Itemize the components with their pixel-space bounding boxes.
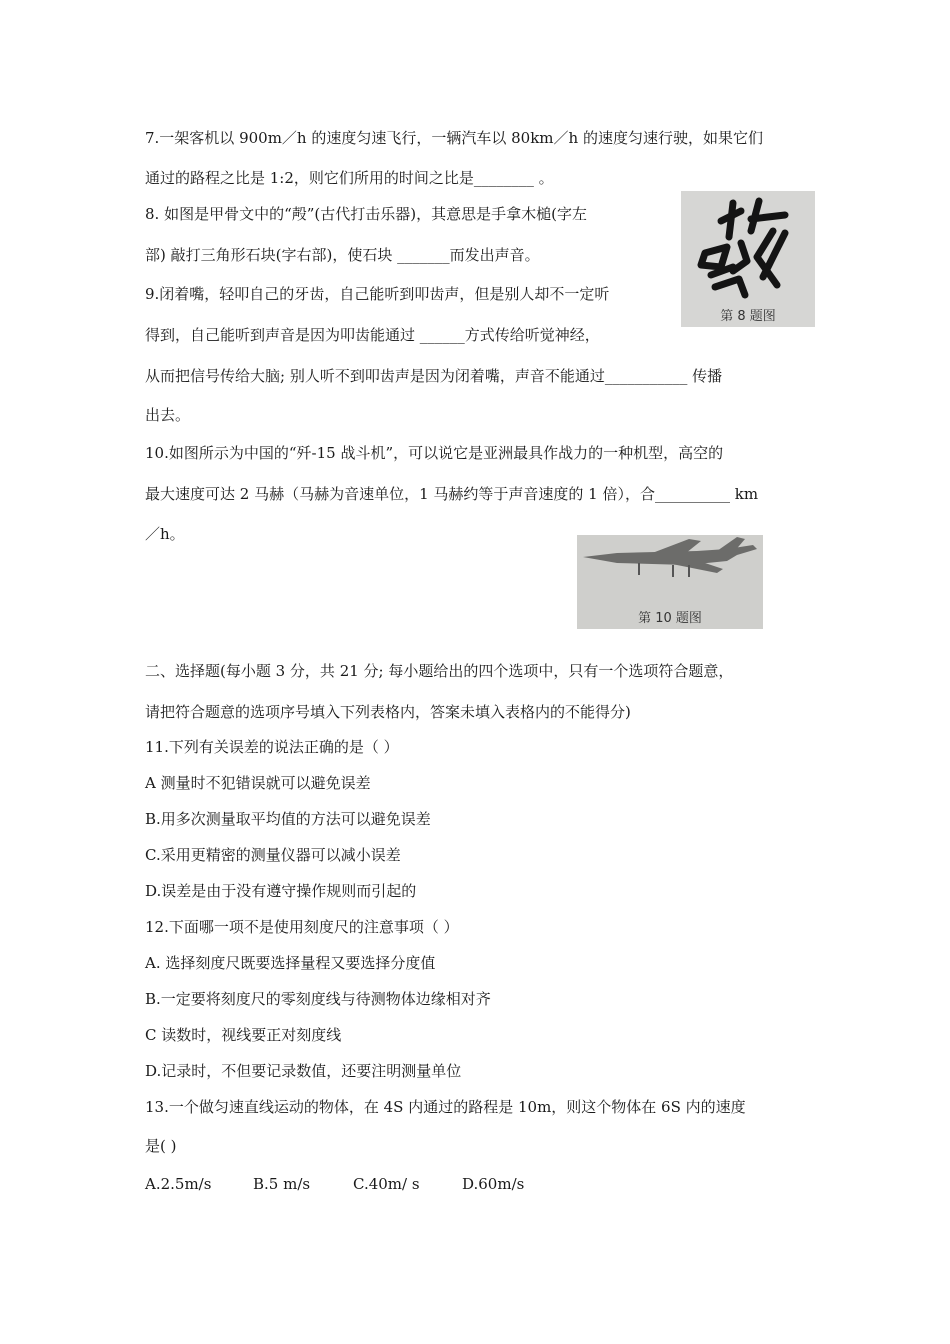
- q11-option-c: C.采用更精密的测量仪器可以减小误差: [145, 846, 401, 864]
- q7-line-1: 7.一架客机以 900m／h 的速度匀速飞行，一辆汽车以 80km／h 的速度匀速行驶，如果它们: [145, 129, 763, 147]
- q11-option-b: B.用多次测量取平均值的方法可以避免误差: [145, 810, 431, 828]
- q9-line-4: 出去。: [145, 406, 191, 424]
- q9-line-2: 得到，自己能听到声音是因为叩齿能通过 ______方式传给听觉神经，: [145, 326, 600, 344]
- oracle-bone-figure: [681, 191, 815, 327]
- q12-option-d: D.记录时，不但要记录数值，还要注明测量单位: [145, 1062, 462, 1080]
- q11-option-a: A 测量时不犯错误就可以避免误差: [145, 774, 371, 792]
- q11-stem: 11.下列有关误差的说法正确的是（ ）: [145, 738, 399, 756]
- q11-option-d: D.误差是由于没有遵守操作规则而引起的: [145, 882, 417, 900]
- q8-line-1: 8. 如图是甲骨文中的“殸”(古代打击乐器)，其意思是手拿木槌(字左: [145, 205, 587, 223]
- q10-line-2: 最大速度可达 2 马赫（马赫为音速单位，1 马赫约等于声音速度的 1 倍），合__________ km: [145, 485, 759, 503]
- q12-option-c: C 读数时，视线要正对刻度线: [145, 1026, 342, 1044]
- q7-line-2: 通过的路程之比是 1:2，则它们所用的时间之比是________ 。: [145, 169, 554, 187]
- q8-line-2: 部) 敲打三角形石块(字右部)，使石块 _______而发出声音。: [145, 246, 540, 264]
- section2-line-1: 二、选择题(每小题 3 分，共 21 分; 每小题给出的四个选项中，只有一个选项符合题意，: [145, 662, 734, 680]
- figure-8-caption: 第 8 题图: [720, 309, 776, 324]
- q13-option-c: C.40m/ s: [353, 1175, 420, 1193]
- q9-line-1: 9.闭着嘴，轻叩自己的牙齿，自己能听到叩齿声，但是别人却不一定听: [145, 285, 610, 303]
- section2-line-2: 请把符合题意的选项序号填入下列表格内，答案未填入表格内的不能得分): [145, 703, 631, 721]
- fighter-jet-figure: [577, 535, 763, 629]
- q13-line-2: 是( ): [145, 1137, 177, 1155]
- q13-option-a: A.2.5m/s: [145, 1175, 212, 1193]
- q12-option-a: A. 选择刻度尺既要选择量程又要选择分度值: [145, 954, 436, 972]
- q13-option-d: D.60m/s: [462, 1175, 525, 1193]
- q10-line-1: 10.如图所示为中国的“歼-15 战斗机”，可以说它是亚洲最具作战力的一种机型，高空的: [145, 444, 724, 462]
- q13-option-b: B.5 m/s: [253, 1175, 311, 1193]
- q10-line-3: ／h。: [145, 525, 185, 543]
- q12-stem: 12.下面哪一项不是使用刻度尺的注意事项（ ）: [145, 918, 459, 936]
- q13-line-1: 13.一个做匀速直线运动的物体，在 4S 内通过的路程是 10m，则这个物体在 6S 内的速度: [145, 1098, 746, 1116]
- oracle-bone-character-image: [681, 191, 815, 301]
- q12-option-b: B.一定要将刻度尺的零刻度线与待测物体边缘相对齐: [145, 990, 491, 1008]
- q9-line-3: 从而把信号传给大脑; 别人听不到叩齿声是因为闭着嘴，声音不能通过___________ 传播: [145, 367, 723, 385]
- figure-10-caption: 第 10 题图: [638, 611, 702, 626]
- fighter-jet-image: [577, 535, 763, 605]
